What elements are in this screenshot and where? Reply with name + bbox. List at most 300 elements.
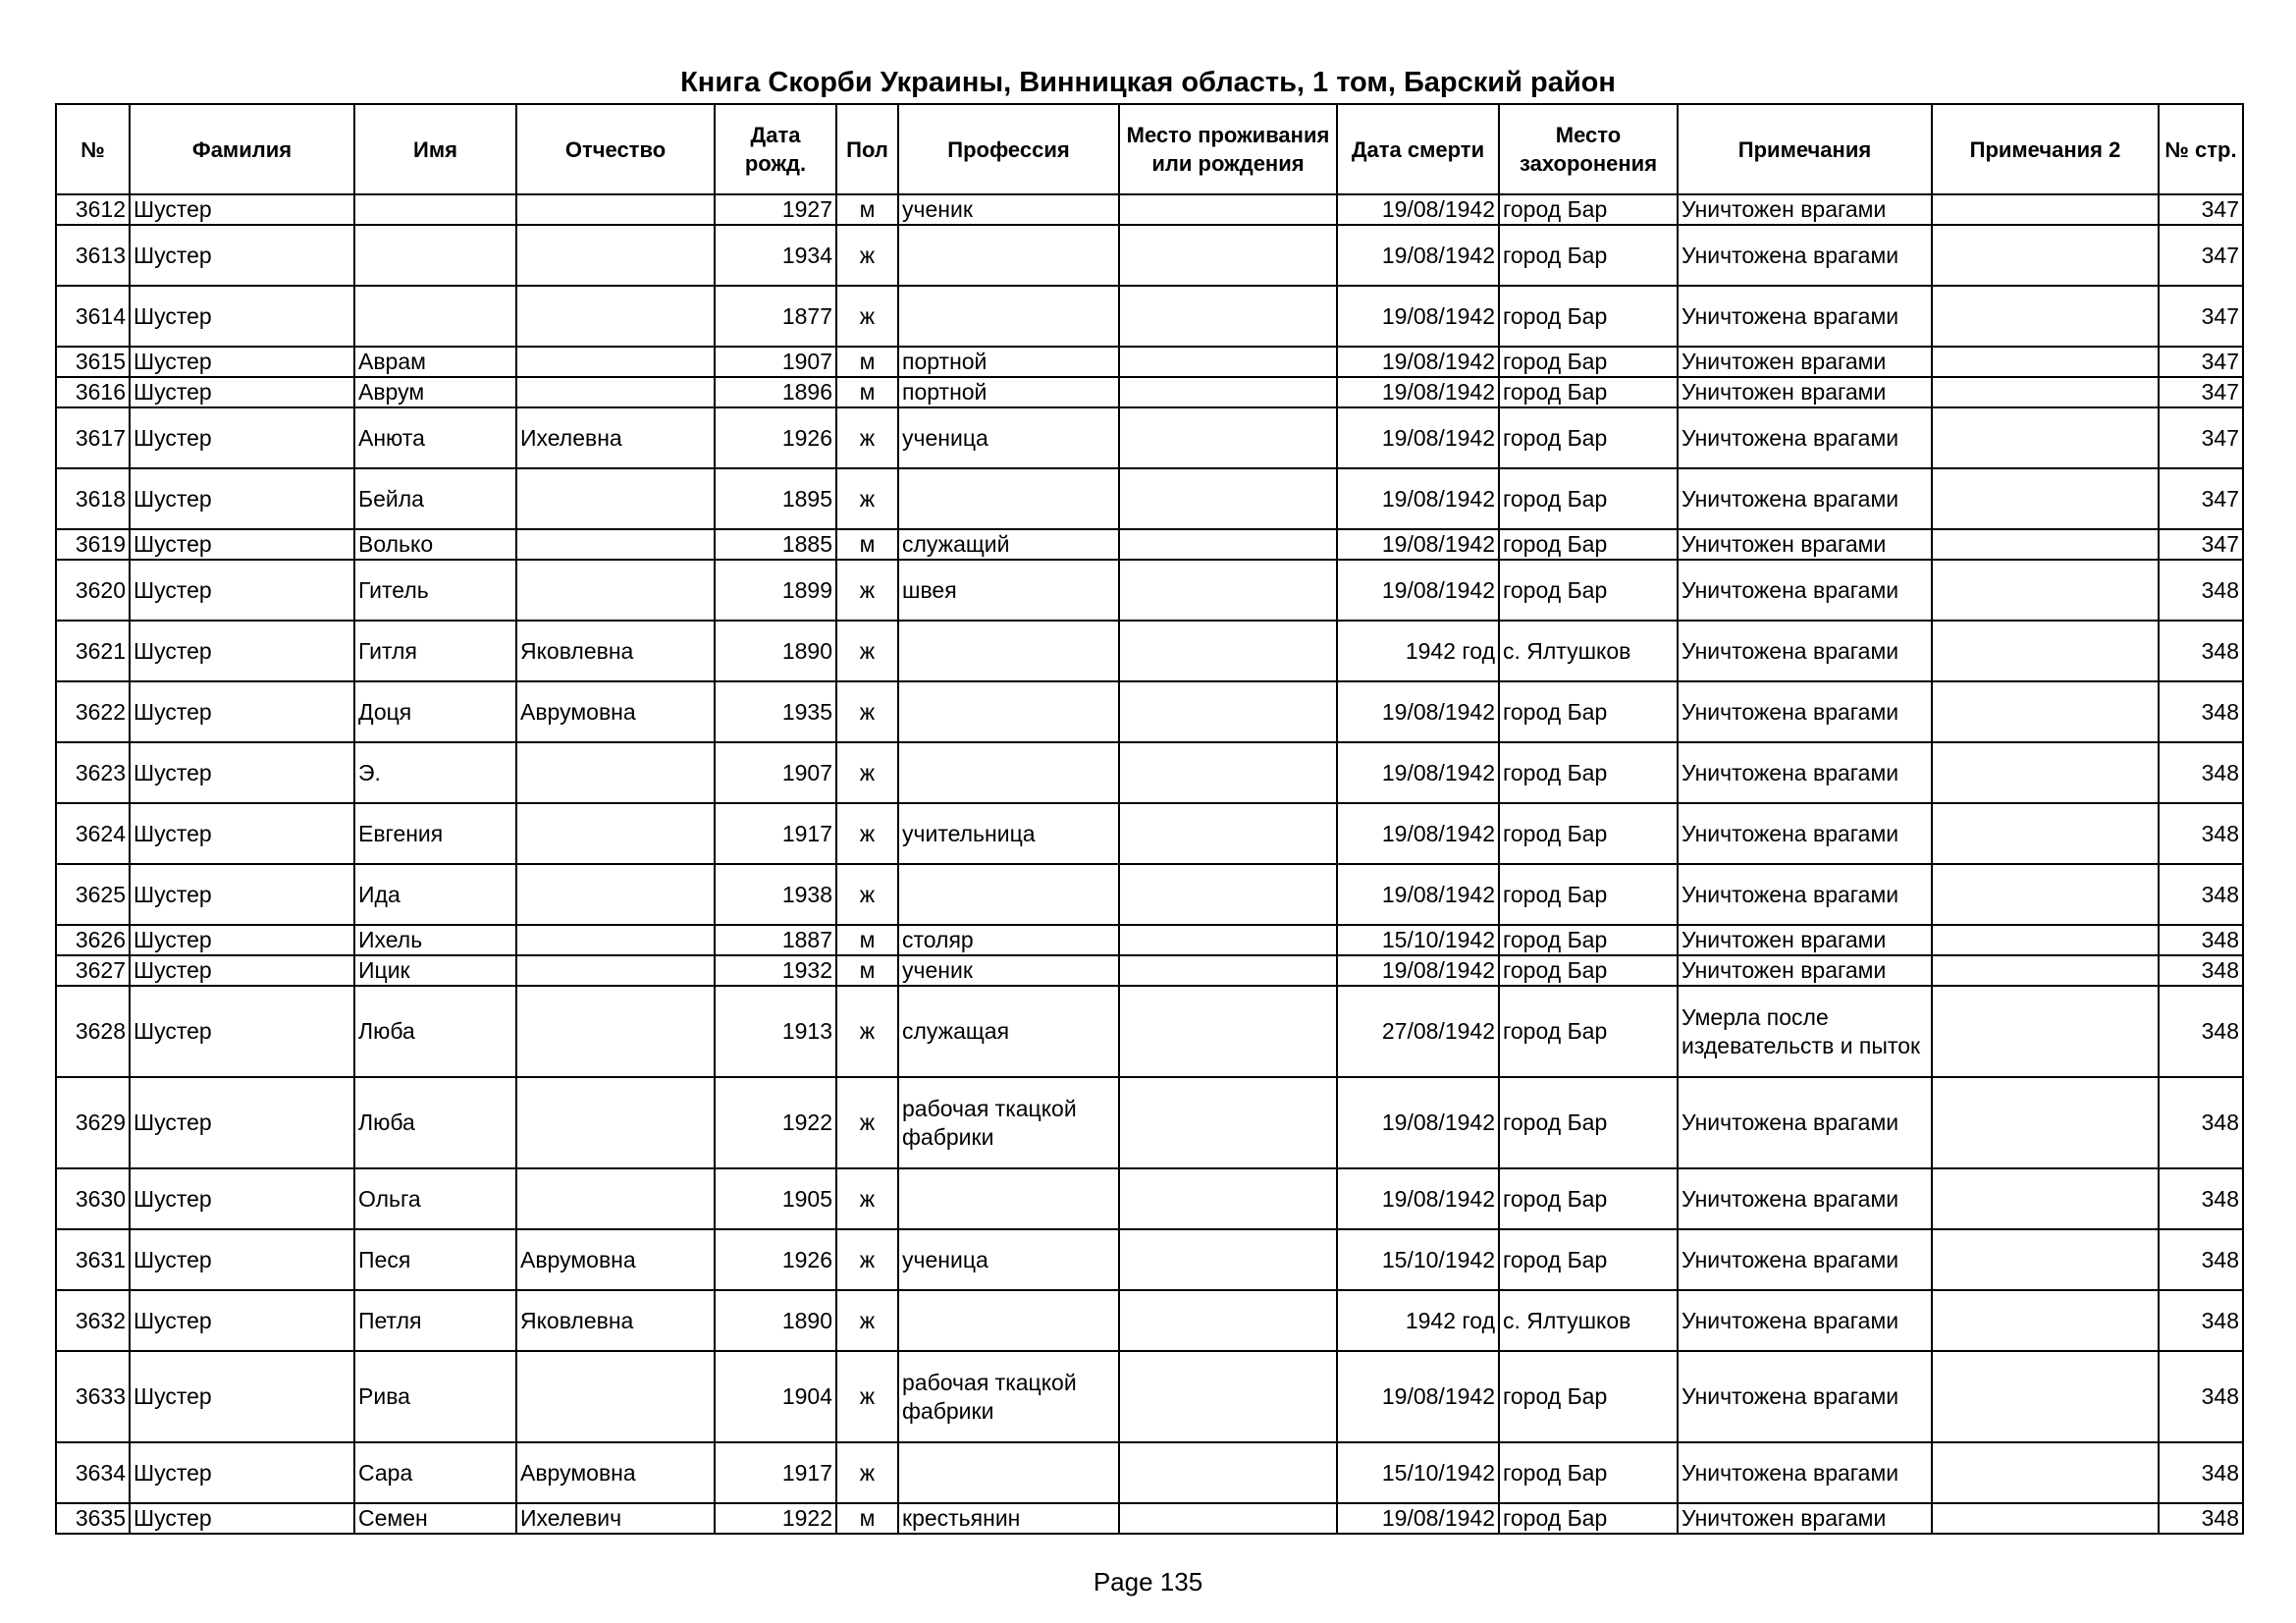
cell-number: 3621 xyxy=(56,621,130,681)
cell-residence xyxy=(1119,377,1337,407)
cell-patronymic xyxy=(516,986,715,1077)
cell-surname: Шустер xyxy=(130,1077,354,1168)
col-header-patronymic: Отчество xyxy=(516,104,715,194)
col-header-sex: Пол xyxy=(836,104,898,194)
table-row xyxy=(56,1442,2243,1503)
cell-burial-place: город Бар xyxy=(1499,1442,1678,1503)
cell-number: 3627 xyxy=(56,955,130,986)
cell-death-date: 19/08/1942 xyxy=(1337,194,1499,225)
table-row xyxy=(56,407,2243,468)
cell-notes-2 xyxy=(1932,1290,2159,1351)
cell-notes-2 xyxy=(1932,560,2159,621)
cell-profession: столяр xyxy=(898,925,1119,955)
cell-residence xyxy=(1119,986,1337,1077)
cell-birth-date: 1935 xyxy=(715,681,836,742)
cell-birth-date: 1932 xyxy=(715,955,836,986)
cell-notes: Уничтожена врагами xyxy=(1678,1229,1932,1290)
cell-surname: Шустер xyxy=(130,986,354,1077)
cell-number: 3623 xyxy=(56,742,130,803)
cell-surname: Шустер xyxy=(130,864,354,925)
cell-birth-date: 1917 xyxy=(715,803,836,864)
cell-surname: Шустер xyxy=(130,377,354,407)
cell-residence xyxy=(1119,225,1337,286)
cell-death-date: 19/08/1942 xyxy=(1337,286,1499,347)
cell-notes-2 xyxy=(1932,681,2159,742)
cell-birth-date: 1896 xyxy=(715,377,836,407)
cell-profession: портной xyxy=(898,377,1119,407)
cell-birth-date: 1913 xyxy=(715,986,836,1077)
cell-notes: Уничтожен врагами xyxy=(1678,529,1932,560)
cell-number: 3614 xyxy=(56,286,130,347)
cell-residence xyxy=(1119,529,1337,560)
cell-page-number: 348 xyxy=(2159,1168,2243,1229)
cell-burial-place: город Бар xyxy=(1499,955,1678,986)
cell-patronymic: Яковлевна xyxy=(516,1290,715,1351)
cell-death-date: 19/08/1942 xyxy=(1337,1503,1499,1534)
cell-birth-date: 1907 xyxy=(715,742,836,803)
cell-notes-2 xyxy=(1932,864,2159,925)
cell-residence xyxy=(1119,742,1337,803)
cell-notes: Уничтожена врагами xyxy=(1678,560,1932,621)
cell-profession: ученица xyxy=(898,407,1119,468)
cell-page-number: 348 xyxy=(2159,1503,2243,1534)
cell-notes-2 xyxy=(1932,377,2159,407)
cell-name: Аврум xyxy=(354,377,516,407)
cell-burial-place: город Бар xyxy=(1499,925,1678,955)
cell-patronymic xyxy=(516,560,715,621)
cell-sex: ж xyxy=(836,681,898,742)
cell-notes: Уничтожена врагами xyxy=(1678,407,1932,468)
cell-patronymic xyxy=(516,803,715,864)
cell-residence xyxy=(1119,1077,1337,1168)
cell-profession: служащая xyxy=(898,986,1119,1077)
cell-death-date: 15/10/1942 xyxy=(1337,1229,1499,1290)
cell-notes-2 xyxy=(1932,1351,2159,1442)
cell-notes-2 xyxy=(1932,955,2159,986)
col-header-residence: Место проживания или рождения xyxy=(1119,104,1337,194)
cell-profession: служащий xyxy=(898,529,1119,560)
cell-birth-date: 1895 xyxy=(715,468,836,529)
col-header-death-date: Дата смерти xyxy=(1337,104,1499,194)
table-row xyxy=(56,529,2243,560)
cell-death-date: 19/08/1942 xyxy=(1337,468,1499,529)
cell-burial-place: город Бар xyxy=(1499,864,1678,925)
cell-profession xyxy=(898,742,1119,803)
cell-surname: Шустер xyxy=(130,1229,354,1290)
cell-sex: ж xyxy=(836,864,898,925)
cell-death-date: 19/08/1942 xyxy=(1337,407,1499,468)
cell-notes: Уничтожена врагами xyxy=(1678,681,1932,742)
table-row xyxy=(56,468,2243,529)
cell-page-number: 348 xyxy=(2159,955,2243,986)
col-header-name: Имя xyxy=(354,104,516,194)
cell-notes: Уничтожена врагами xyxy=(1678,225,1932,286)
cell-sex: м xyxy=(836,529,898,560)
cell-notes-2 xyxy=(1932,194,2159,225)
cell-residence xyxy=(1119,955,1337,986)
cell-notes: Уничтожен врагами xyxy=(1678,347,1932,377)
cell-birth-date: 1907 xyxy=(715,347,836,377)
cell-sex: м xyxy=(836,925,898,955)
cell-residence xyxy=(1119,803,1337,864)
cell-surname: Шустер xyxy=(130,955,354,986)
cell-sex: ж xyxy=(836,407,898,468)
cell-sex: ж xyxy=(836,1290,898,1351)
cell-name: Ицик xyxy=(354,955,516,986)
cell-birth-date: 1934 xyxy=(715,225,836,286)
cell-notes: Умерла после издевательств и пыток xyxy=(1678,986,1932,1077)
cell-profession: ученик xyxy=(898,194,1119,225)
cell-number: 3618 xyxy=(56,468,130,529)
cell-patronymic xyxy=(516,864,715,925)
cell-burial-place: город Бар xyxy=(1499,194,1678,225)
cell-sex: ж xyxy=(836,560,898,621)
table-row xyxy=(56,803,2243,864)
cell-burial-place: город Бар xyxy=(1499,1077,1678,1168)
cell-surname: Шустер xyxy=(130,1442,354,1503)
table-row xyxy=(56,681,2243,742)
cell-residence xyxy=(1119,1229,1337,1290)
cell-number: 3632 xyxy=(56,1290,130,1351)
cell-burial-place: город Бар xyxy=(1499,986,1678,1077)
cell-profession xyxy=(898,864,1119,925)
cell-page-number: 348 xyxy=(2159,803,2243,864)
cell-name xyxy=(354,194,516,225)
cell-notes-2 xyxy=(1932,225,2159,286)
cell-birth-date: 1926 xyxy=(715,407,836,468)
col-header-notes: Примечания xyxy=(1678,104,1932,194)
cell-profession: рабочая ткацкой фабрики xyxy=(898,1077,1119,1168)
col-header-birth-date: Дата рожд. xyxy=(715,104,836,194)
cell-number: 3615 xyxy=(56,347,130,377)
cell-page-number: 348 xyxy=(2159,621,2243,681)
cell-birth-date: 1938 xyxy=(715,864,836,925)
cell-page-number: 347 xyxy=(2159,468,2243,529)
cell-profession xyxy=(898,1442,1119,1503)
cell-notes: Уничтожена врагами xyxy=(1678,1351,1932,1442)
cell-death-date: 1942 год xyxy=(1337,1290,1499,1351)
cell-residence xyxy=(1119,1503,1337,1534)
cell-patronymic: Ихелевна xyxy=(516,407,715,468)
cell-page-number: 347 xyxy=(2159,194,2243,225)
table-row xyxy=(56,1503,2243,1534)
cell-burial-place: город Бар xyxy=(1499,347,1678,377)
cell-sex: м xyxy=(836,377,898,407)
cell-notes-2 xyxy=(1932,1229,2159,1290)
table-row xyxy=(56,1229,2243,1290)
cell-profession: ученик xyxy=(898,955,1119,986)
cell-death-date: 15/10/1942 xyxy=(1337,1442,1499,1503)
cell-residence xyxy=(1119,194,1337,225)
cell-sex: ж xyxy=(836,986,898,1077)
cell-surname: Шустер xyxy=(130,286,354,347)
cell-number: 3629 xyxy=(56,1077,130,1168)
cell-patronymic xyxy=(516,347,715,377)
cell-patronymic xyxy=(516,955,715,986)
cell-name: Песя xyxy=(354,1229,516,1290)
cell-number: 3635 xyxy=(56,1503,130,1534)
cell-number: 3612 xyxy=(56,194,130,225)
cell-burial-place: город Бар xyxy=(1499,742,1678,803)
cell-burial-place: город Бар xyxy=(1499,407,1678,468)
cell-birth-date: 1887 xyxy=(715,925,836,955)
cell-profession: учительница xyxy=(898,803,1119,864)
cell-number: 3630 xyxy=(56,1168,130,1229)
cell-patronymic: Аврумовна xyxy=(516,1442,715,1503)
cell-burial-place: город Бар xyxy=(1499,681,1678,742)
cell-name: Доця xyxy=(354,681,516,742)
cell-profession xyxy=(898,681,1119,742)
cell-residence xyxy=(1119,347,1337,377)
cell-sex: ж xyxy=(836,803,898,864)
cell-sex: м xyxy=(836,194,898,225)
cell-name: Ида xyxy=(354,864,516,925)
cell-death-date: 19/08/1942 xyxy=(1337,225,1499,286)
table-row xyxy=(56,1077,2243,1168)
cell-patronymic: Аврумовна xyxy=(516,1229,715,1290)
cell-profession xyxy=(898,286,1119,347)
cell-patronymic xyxy=(516,1077,715,1168)
cell-notes: Уничтожена врагами xyxy=(1678,286,1932,347)
col-header-page-number: № стр. xyxy=(2159,104,2243,194)
cell-notes-2 xyxy=(1932,468,2159,529)
cell-page-number: 347 xyxy=(2159,407,2243,468)
table-row xyxy=(56,225,2243,286)
cell-name xyxy=(354,286,516,347)
col-header-burial-place: Место захоронения xyxy=(1499,104,1678,194)
cell-birth-date: 1922 xyxy=(715,1503,836,1534)
cell-name: Аврам xyxy=(354,347,516,377)
cell-notes: Уничтожена врагами xyxy=(1678,1442,1932,1503)
cell-birth-date: 1885 xyxy=(715,529,836,560)
cell-page-number: 348 xyxy=(2159,1077,2243,1168)
cell-residence xyxy=(1119,1290,1337,1351)
cell-profession: портной xyxy=(898,347,1119,377)
cell-patronymic xyxy=(516,468,715,529)
cell-number: 3626 xyxy=(56,925,130,955)
cell-surname: Шустер xyxy=(130,1351,354,1442)
cell-birth-date: 1904 xyxy=(715,1351,836,1442)
col-header-profession: Профессия xyxy=(898,104,1119,194)
cell-death-date: 19/08/1942 xyxy=(1337,742,1499,803)
table-row xyxy=(56,925,2243,955)
cell-death-date: 19/08/1942 xyxy=(1337,1168,1499,1229)
cell-death-date: 19/08/1942 xyxy=(1337,529,1499,560)
table-row xyxy=(56,194,2243,225)
page-footer: Page 135 xyxy=(1093,1567,1203,1596)
cell-residence xyxy=(1119,407,1337,468)
cell-sex: м xyxy=(836,1503,898,1534)
cell-sex: ж xyxy=(836,742,898,803)
cell-name: Волько xyxy=(354,529,516,560)
cell-patronymic xyxy=(516,742,715,803)
cell-page-number: 348 xyxy=(2159,925,2243,955)
cell-notes-2 xyxy=(1932,286,2159,347)
cell-number: 3619 xyxy=(56,529,130,560)
cell-burial-place: город Бар xyxy=(1499,286,1678,347)
cell-patronymic xyxy=(516,286,715,347)
cell-sex: ж xyxy=(836,621,898,681)
cell-page-number: 348 xyxy=(2159,986,2243,1077)
table-row xyxy=(56,1290,2243,1351)
cell-patronymic xyxy=(516,194,715,225)
cell-name: Петля xyxy=(354,1290,516,1351)
table-row xyxy=(56,560,2243,621)
cell-profession xyxy=(898,1290,1119,1351)
cell-birth-date: 1927 xyxy=(715,194,836,225)
cell-residence xyxy=(1119,621,1337,681)
cell-burial-place: город Бар xyxy=(1499,225,1678,286)
cell-burial-place: город Бар xyxy=(1499,1229,1678,1290)
cell-page-number: 347 xyxy=(2159,529,2243,560)
cell-sex: ж xyxy=(836,1077,898,1168)
cell-sex: ж xyxy=(836,1229,898,1290)
cell-patronymic xyxy=(516,925,715,955)
cell-notes-2 xyxy=(1932,925,2159,955)
cell-sex: ж xyxy=(836,468,898,529)
cell-name: Ихель xyxy=(354,925,516,955)
cell-sex: ж xyxy=(836,1168,898,1229)
cell-notes: Уничтожена врагами xyxy=(1678,803,1932,864)
header-row xyxy=(56,104,2243,194)
cell-number: 3628 xyxy=(56,986,130,1077)
cell-notes-2 xyxy=(1932,347,2159,377)
cell-number: 3634 xyxy=(56,1442,130,1503)
cell-burial-place: с. Ялтушков xyxy=(1499,621,1678,681)
cell-patronymic xyxy=(516,529,715,560)
cell-notes-2 xyxy=(1932,1503,2159,1534)
table-row xyxy=(56,742,2243,803)
cell-name: Люба xyxy=(354,986,516,1077)
cell-page-number: 348 xyxy=(2159,1290,2243,1351)
cell-burial-place: город Бар xyxy=(1499,529,1678,560)
cell-name: Гитля xyxy=(354,621,516,681)
cell-death-date: 19/08/1942 xyxy=(1337,347,1499,377)
cell-sex: ж xyxy=(836,1351,898,1442)
cell-patronymic xyxy=(516,377,715,407)
cell-notes-2 xyxy=(1932,986,2159,1077)
cell-sex: ж xyxy=(836,1442,898,1503)
cell-name: Семен xyxy=(354,1503,516,1534)
cell-notes: Уничтожена врагами xyxy=(1678,1290,1932,1351)
cell-page-number: 347 xyxy=(2159,347,2243,377)
cell-patronymic xyxy=(516,1351,715,1442)
cell-surname: Шустер xyxy=(130,803,354,864)
cell-notes: Уничтожен врагами xyxy=(1678,955,1932,986)
cell-profession xyxy=(898,225,1119,286)
cell-profession: рабочая ткацкой фабрики xyxy=(898,1351,1119,1442)
cell-number: 3616 xyxy=(56,377,130,407)
cell-notes: Уничтожен врагами xyxy=(1678,194,1932,225)
cell-birth-date: 1926 xyxy=(715,1229,836,1290)
cell-surname: Шустер xyxy=(130,1168,354,1229)
cell-surname: Шустер xyxy=(130,560,354,621)
cell-notes: Уничтожена врагами xyxy=(1678,468,1932,529)
cell-sex: м xyxy=(836,347,898,377)
cell-number: 3620 xyxy=(56,560,130,621)
col-header-number: № xyxy=(56,104,130,194)
cell-notes: Уничтожена врагами xyxy=(1678,864,1932,925)
cell-sex: ж xyxy=(836,286,898,347)
table-row xyxy=(56,986,2243,1077)
cell-residence xyxy=(1119,1168,1337,1229)
cell-surname: Шустер xyxy=(130,621,354,681)
cell-name: Бейла xyxy=(354,468,516,529)
cell-name: Люба xyxy=(354,1077,516,1168)
cell-profession: крестьянин xyxy=(898,1503,1119,1534)
cell-death-date: 15/10/1942 xyxy=(1337,925,1499,955)
cell-residence xyxy=(1119,468,1337,529)
cell-profession: ученица xyxy=(898,1229,1119,1290)
cell-name: Гитель xyxy=(354,560,516,621)
cell-residence xyxy=(1119,681,1337,742)
cell-burial-place: город Бар xyxy=(1499,1351,1678,1442)
cell-residence xyxy=(1119,1351,1337,1442)
cell-birth-date: 1899 xyxy=(715,560,836,621)
col-header-notes-2: Примечания 2 xyxy=(1932,104,2159,194)
cell-death-date: 19/08/1942 xyxy=(1337,864,1499,925)
cell-name: Ольга xyxy=(354,1168,516,1229)
cell-notes: Уничтожена врагами xyxy=(1678,1077,1932,1168)
cell-surname: Шустер xyxy=(130,407,354,468)
cell-notes: Уничтожен врагами xyxy=(1678,377,1932,407)
cell-profession xyxy=(898,621,1119,681)
page-title: Книга Скорби Украины, Винницкая область, 1 том, Барский район xyxy=(680,67,1616,98)
cell-burial-place: город Бар xyxy=(1499,377,1678,407)
cell-notes-2 xyxy=(1932,407,2159,468)
cell-residence xyxy=(1119,286,1337,347)
cell-notes: Уничтожен врагами xyxy=(1678,925,1932,955)
cell-profession xyxy=(898,1168,1119,1229)
cell-notes-2 xyxy=(1932,803,2159,864)
cell-page-number: 348 xyxy=(2159,681,2243,742)
table-body xyxy=(56,194,2243,1534)
cell-surname: Шустер xyxy=(130,742,354,803)
cell-death-date: 19/08/1942 xyxy=(1337,955,1499,986)
cell-surname: Шустер xyxy=(130,468,354,529)
cell-notes: Уничтожена врагами xyxy=(1678,742,1932,803)
table-row xyxy=(56,347,2243,377)
table-row xyxy=(56,864,2243,925)
cell-surname: Шустер xyxy=(130,529,354,560)
table-row xyxy=(56,1351,2243,1442)
cell-surname: Шустер xyxy=(130,347,354,377)
cell-name xyxy=(354,225,516,286)
cell-name: Евгения xyxy=(354,803,516,864)
cell-death-date: 19/08/1942 xyxy=(1337,681,1499,742)
cell-sex: ж xyxy=(836,225,898,286)
cell-profession xyxy=(898,468,1119,529)
cell-page-number: 348 xyxy=(2159,864,2243,925)
cell-birth-date: 1890 xyxy=(715,621,836,681)
cell-notes-2 xyxy=(1932,1442,2159,1503)
cell-residence xyxy=(1119,864,1337,925)
cell-notes-2 xyxy=(1932,621,2159,681)
cell-death-date: 1942 год xyxy=(1337,621,1499,681)
cell-birth-date: 1877 xyxy=(715,286,836,347)
cell-notes-2 xyxy=(1932,1168,2159,1229)
cell-surname: Шустер xyxy=(130,1503,354,1534)
cell-patronymic xyxy=(516,225,715,286)
cell-notes: Уничтожена врагами xyxy=(1678,621,1932,681)
cell-notes-2 xyxy=(1932,742,2159,803)
cell-name: Анюта xyxy=(354,407,516,468)
cell-surname: Шустер xyxy=(130,1290,354,1351)
cell-name: Э. xyxy=(354,742,516,803)
cell-page-number: 347 xyxy=(2159,225,2243,286)
cell-birth-date: 1917 xyxy=(715,1442,836,1503)
cell-surname: Шустер xyxy=(130,194,354,225)
